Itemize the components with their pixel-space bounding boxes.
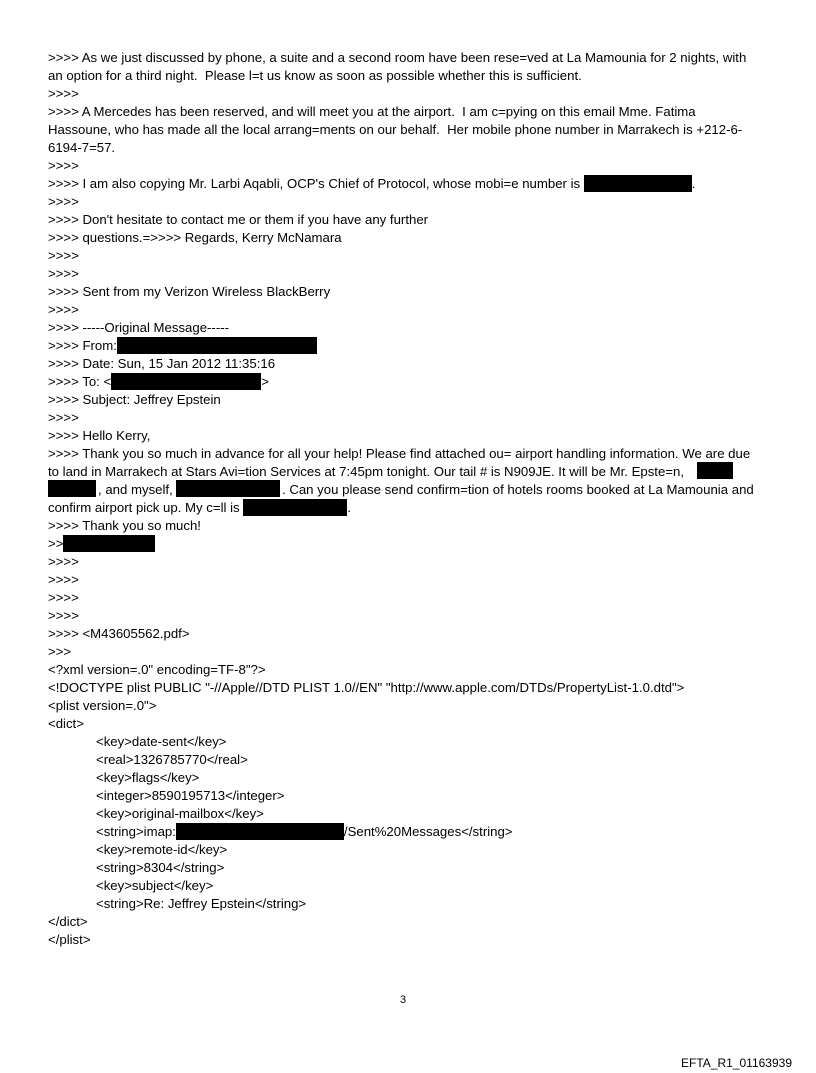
- text-line: >>>> questions.=>>>> Regards, Kerry McNamara: [48, 230, 342, 245]
- text-line: to land in Marrakech at Stars Avi=tion Services at 7:45pm tonight. Our tail # is N909JE. It will be Mr. Epste=n,: [48, 464, 684, 479]
- text-line: >>>> From:: [48, 337, 317, 355]
- text-line: <string>8304</string>: [96, 860, 225, 875]
- text-line: </plist>: [48, 932, 91, 947]
- text-line: <key>flags</key>: [96, 770, 200, 785]
- text-line: <key>subject</key>: [96, 878, 214, 893]
- text-line: >>>>: [48, 410, 79, 425]
- redaction-box: [176, 823, 344, 840]
- text-line: <string>imap: /Sent%20Messages</string>: [96, 824, 513, 839]
- text-line: >>: [48, 535, 155, 553]
- text-line: >>>> Thank you so much!: [48, 518, 201, 533]
- text-line: confirm airport pick up. My c=ll is .: [48, 500, 351, 515]
- text-line: Hassoune, who has made all the local arrang=ments on our behalf. Her mobile phone number in Marrakech is +212-6-: [48, 122, 743, 137]
- text-line: >>>>: [48, 194, 79, 209]
- redaction-box: [48, 480, 96, 497]
- text-line: an option for a third night. Please l=t us know as soon as possible whether this is sufficient.: [48, 68, 582, 83]
- text-line: >>>> Thank you so much in advance for all your help! Please find attached ou= airport handling information. We are due: [48, 446, 751, 461]
- page-number: 3: [400, 994, 407, 1006]
- text-line: >>>> Date: Sun, 15 Jan 2012 11:35:16: [48, 356, 276, 371]
- text-line: >>>> Hello Kerry,: [48, 428, 151, 443]
- text-line: >>>> A Mercedes has been reserved, and will meet you at the airport. I am c=pying on this email Mme. Fatima: [48, 104, 696, 119]
- text-line: <integer>8590195713</integer>: [96, 788, 285, 803]
- document-id-footer: EFTA_R1_01163939: [681, 1056, 792, 1070]
- text-line: <!DOCTYPE plist PUBLIC "-//Apple//DTD PLIST 1.0//EN" "http://www.apple.com/DTDs/PropertyList-1.0.dtd">: [48, 680, 685, 695]
- redaction-box: [176, 480, 280, 497]
- redaction-box: [584, 175, 692, 192]
- text-line: >>>> Don't hesitate to contact me or them if you have any further: [48, 212, 429, 227]
- text-line: <?xml version=.0" encoding=TF-8"?>: [48, 662, 266, 677]
- text-line: <string>Re: Jeffrey Epstein</string>: [96, 896, 307, 911]
- redaction-box: [63, 535, 155, 552]
- text-line: >>>>: [48, 86, 79, 101]
- text-line: >>>>: [48, 608, 79, 623]
- text-line: >>>> To: < >: [48, 374, 269, 389]
- text-line: >>>> As we just discussed by phone, a suite and a second room have been rese=ved at La Mamounia for 2 nights, with: [48, 50, 747, 65]
- text-line: >>>>: [48, 302, 79, 317]
- text-line: >>>> I am also copying Mr. Larbi Aqabli, OCP's Chief of Protocol, whose mobi=e number is .: [48, 176, 696, 191]
- text-line: <dict>: [48, 716, 84, 731]
- text-line: >>>>: [48, 266, 79, 281]
- redaction-box: [697, 462, 733, 479]
- text-line: >>>> -----Original Message-----: [48, 320, 229, 335]
- redaction-box: [243, 499, 347, 516]
- text-line: >>>>: [48, 572, 79, 587]
- text-line: >>>>: [48, 158, 79, 173]
- redaction-box: [117, 337, 317, 354]
- text-line: >>>>: [48, 554, 79, 569]
- text-line: </dict>: [48, 914, 88, 929]
- text-line: <real>1326785770</real>: [96, 752, 248, 767]
- text-line: >>>> Sent from my Verizon Wireless BlackBerry: [48, 284, 331, 299]
- text-line: >>>>: [48, 248, 79, 263]
- text-line: >>>> Subject: Jeffrey Epstein: [48, 392, 221, 407]
- text-line: , and myself,: [98, 482, 173, 497]
- text-line: >>>: [48, 644, 72, 659]
- text-line: >>>>: [48, 590, 79, 605]
- text-line: <key>original-mailbox</key>: [96, 806, 264, 821]
- text-line: <key>remote-id</key>: [96, 842, 228, 857]
- text-line: <plist version=.0">: [48, 698, 157, 713]
- text-line: 6194-7=57.: [48, 140, 116, 155]
- text-line: . Can you please send confirm=tion of hotels rooms booked at La Mamounia and: [282, 482, 754, 497]
- text-line: >>>> <M43605562.pdf>: [48, 626, 190, 641]
- text-line: <key>date-sent</key>: [96, 734, 227, 749]
- redaction-box: [111, 373, 261, 390]
